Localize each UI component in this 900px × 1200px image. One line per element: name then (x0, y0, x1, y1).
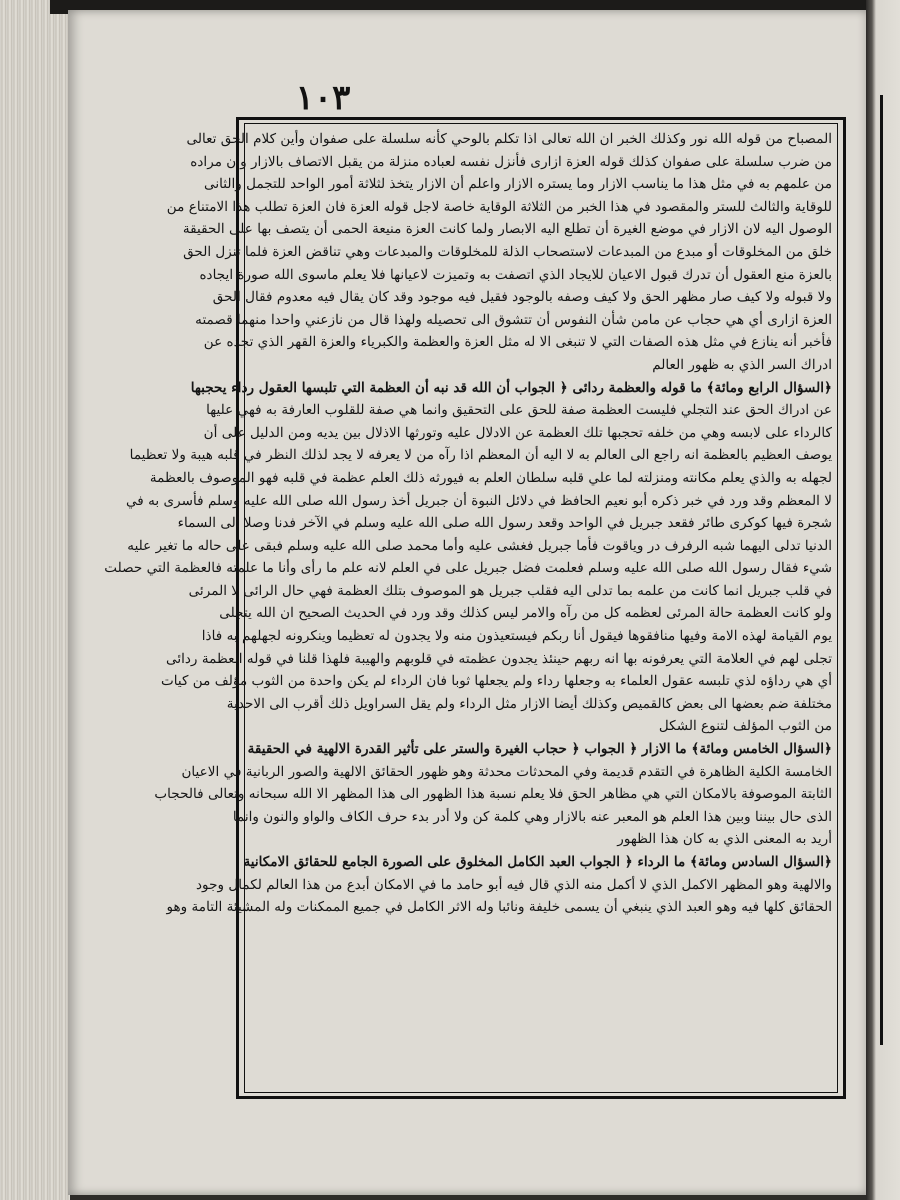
text-line: شجرة فيها كوكرى طائر فقعد جبريل في الواحد وقعد رسول الله صلى الله عليه وسلم في الآخر فدنا وصلا الى السماء (177, 515, 832, 532)
text-line: يوصف العظيم بالعظمة انه راجع الى العالم به لا اليه أن المعظم اذا رآه من لا يعرفه لا يجد لذلك النظر في قلبه هيبة ولا تعظيما (129, 447, 832, 464)
text-line: فأخبر أنه ينازع في مثل هذه الصفات التي لا تنبغى الا له مثل العزة والعظمة والكبرياء والعزة القهر الذي تجده عن (203, 334, 832, 351)
section-heading-line: ﴿السؤال السادس ومائة﴾ ما الرداء ﴿ الجواب العبد الكامل المخلوق على الصورة الجامع للحقائق الامكانية (243, 854, 832, 870)
text-line: الخامسة الكلية الظاهرة في التقدم قديمة وفي المحدثات محدثة وهو ظهور الحقائق الالهية والصور الربانية في الاعيان (181, 763, 832, 780)
text-line: أي هي رداؤه لذي تلبسه عقول العلماء به وجعلها رداء ولم يجعلها ثوبا فان الرداء لم يكن واحدة من الثوب مؤلف من كيات (160, 673, 832, 690)
text-line: من علمهم به في مثل هذا ما يناسب الازار وما يستره الازار واعلم أن الازار يتخذ لثلاثة أمور الواحد للتجمل والثانى (203, 176, 832, 193)
text-line: الدنيا تدلى اليهما شبه الرفرف در وياقوت فأما جبريل فغشى عليه وأما محمد صلى الله عليه وسلم فبقى على حاله ما تغير عليه (127, 537, 832, 554)
text-line: عن ادراك الحق عند التجلي فليست العظمة صفة للحق على التحقيق وانما هي صفة للقلوب العارفة به فهي عليها (206, 402, 832, 419)
text-line: لجهله به والذي يعلم مكانته ومنزلته لما علي قلبه سلطان العلم به فيورثه ذلك العلم عظمة في قلبه فهو الموصوف بالعظمة (149, 469, 832, 486)
page-number: ١٠٣ (295, 78, 351, 118)
page-text (104, 128, 832, 1086)
text-line: خلق من المخلوقات أو مبدع من المبدعات لاستصحاب الذلة للمخلوقات والمبدعات وهي تناقض العزة فلما تنزل الحق (183, 243, 832, 260)
text-line: الوصول اليه لان الازار في موضع الغيرة أن تطلع اليه الابصار ولما كانت العزة منيعة الحمى أن يتصف بها على الحقيقة (182, 221, 832, 238)
text-line: الحقائق كلها فيه وهو العبد الذي ينبغي أن يسمى خليفة ونائبا وله الاثر الكامل في جميع الممكنات وله المشيئة التامة وهو (166, 899, 832, 916)
text-line: والالهية وهو المظهر الاكمل الذي لا أكمل منه الذي قال فيه أبو حامد ما في الامكان أبدع من هذا العالم لكمال وجود (196, 876, 832, 893)
text-line: للوقاية والثالث للستر والمقصود في هذا الخبر من الثلاثة الوقاية خاصة لاجل قوله العزة فان العزة تطلب هذا الامتناع من (166, 198, 832, 215)
text-line: الذى حال بيننا وبين هذا العلم هو المعبر عنه بالازار وهي كلمة كن ولا أدر بدء حرف الكاف والواو والنون وانما (232, 808, 832, 825)
text-line: تجلى لهم في العلامة التي يعرفونه بها انه ربهم حينئذ يجدون عظمته في قلوبهم والهيبة فلهذا قلنا في قوله العظمة ردائى (165, 650, 832, 667)
text-line: من ضرب سلسلة على صفوان كذلك قوله العزة ازارى فأنزل نفسه لعباده منزلة من يقبل الاتصاف بالازار وان مراده (190, 153, 832, 170)
section-heading-line: ﴿السؤال الرابع ومائة﴾ ما قوله والعظمة ردائى ﴿ الجواب أن الله قد نبه أن العظمة التي تلبسها العقول رداء يحجبها (190, 379, 832, 396)
text-line: أريد به المعنى الذي به كان هذا الظهور (617, 831, 832, 848)
text-line: ولو كانت العظمة حالة المرئى لعظمه كل من رآه والامر ليس كذلك وقد ورد في الحديث الصحيح ان الله يتجلى (219, 605, 832, 622)
text-line: شيء فقال رسول الله صلى الله عليه وسلم فعلمت فضل جبريل على في العلم لانه علم ما رأى وأنا ما علمته فالعظمة التي حصلت (104, 560, 832, 577)
text-line: مختلفة ضم بعضها الى بعض كالقميص وكذلك أيضا الازار مثل الرداء ولم يقل السراويل ذلك أقرب الى الاحدية (226, 695, 832, 712)
text-line: بالعزة منع العقول أن تدرك قبول الاعيان للايجاد الذي اتصفت به وتميزت لاعيانها فلا يعلم ماسوى الله صورة ايجاده (199, 266, 832, 283)
text-line: من الثوب المؤلف لتنوع الشكل (658, 718, 832, 735)
text-line: المصباح من قوله الله نور وكذلك الخبر ان الله تعالى اذا تكلم بالوحي كأنه سلسلة على صفوان وأين كلام الحق تعالى (186, 131, 832, 147)
book-page-edges (0, 0, 70, 1200)
text-line: الثابتة الموصوفة بالامكان التي هي مظاهر الحق فلا يعلم نسبة هذا الظهور الى هذا المظهر الا الله سبحانه وتعالى فالحجاب (154, 786, 832, 803)
text-line: العزة ازارى أي هي حجاب عن مامن شأن النفوس أن تتشوق الى تحصيله ولهذا قال من نازعني واحدا منهما قصمته (195, 311, 832, 328)
text-line: ولا قبوله ولا كيف صار مظهر الحق ولا كيف وصفه بالوجود فقيل فيه موجود وقد كان يقال فيه معدوم فقال الحق (212, 289, 832, 306)
text-line: ادراك السر الذي به ظهور العالم (652, 356, 832, 373)
text-line: لا المعظم وقد ورد في خبر ذكره أبو نعيم الحافظ في دلائل النبوة أن جبريل أخذ رسول الله صلى الله عليه وسلم فأسرى به في (125, 492, 832, 509)
text-line: في قلب جبريل انما كانت من علمه بما تدلى اليه فقلب جبريل هو الموصوف بتلك العظمة فهي حال الرائى لا المرئى (188, 582, 832, 599)
next-page-frame-line (880, 95, 887, 1045)
text-line: كالرداء على لابسه وهي من خلفه تحجبها تلك العظمة عن الادلال عليه وتورثها الاذلال بين يديه ومن الدليل على أن (203, 424, 832, 441)
text-line: يوم القيامة لهذه الامة وفيها منافقوها فيقول أنا ربكم فيستعيذون منه ولا يجدون له تعظيما وينكرونه لجهلهم به فاذا (201, 628, 832, 645)
section-heading-line: ﴿السؤال الخامس ومائة﴾ ما الازار ﴿ الجواب ﴿ حجاب الغيرة والستر على تأثير القدرة الالهية في الحقيقة (247, 741, 832, 758)
